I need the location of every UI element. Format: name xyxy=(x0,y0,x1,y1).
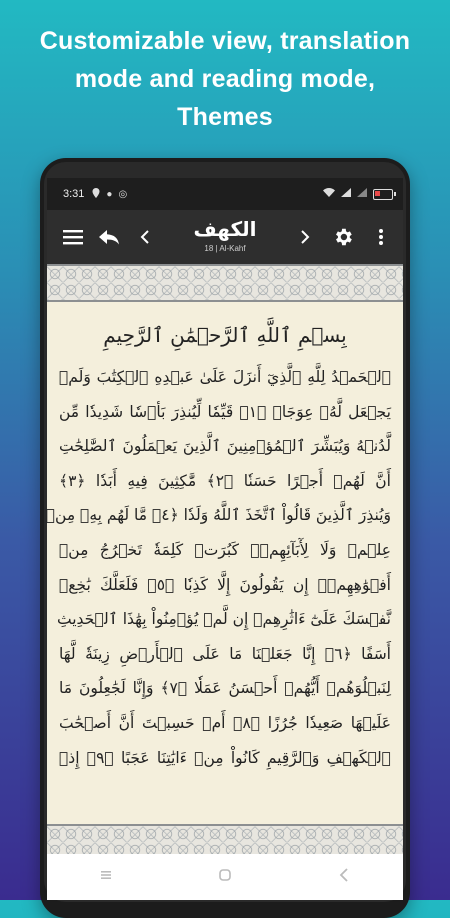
quran-page xyxy=(47,302,403,775)
next-surah-button[interactable] xyxy=(287,210,323,264)
verse-line[interactable]: نَّفۡسَكَ عَلَىٰٓ ءَاثَٰرِهِمۡ إِن لَّمۡ يُؤۡمِنُواْ بِهَٰذَا ٱلۡحَدِيثِ xyxy=(56,610,391,629)
verse-line[interactable]: لِنَبۡلُوَهُمۡ أَيُّهُمۡ أَحۡسَنُ عَمَلٗا ﴿٧﴾ وَإِنَّا لَجَٰعِلُونَ مَا xyxy=(59,679,391,698)
more-vertical-icon xyxy=(378,228,384,246)
location-icon xyxy=(92,188,100,201)
verse-line[interactable]: أَنَّ لَهُمۡ أَجۡرًا حَسَنٗا ﴿٢﴾ مَّٰكِثِينَ فِيهِ أَبَدٗا ﴿٣﴾ xyxy=(59,471,391,490)
verse-line[interactable]: لَّدُنۡهُ وَيُبَشِّرَ ٱلۡمُؤۡمِنِينَ ٱلَّذِينَ يَعۡمَلُونَ ٱلصَّٰلِحَٰتِ xyxy=(59,437,391,456)
status-bar xyxy=(47,178,403,210)
whatsapp-icon: ◎ xyxy=(118,188,128,200)
promo-line: mode and reading mode, xyxy=(74,65,376,93)
promo-line: Customizable view, translation xyxy=(39,27,411,55)
reader-toolbar xyxy=(47,210,403,264)
android-nav-bar xyxy=(47,854,403,900)
signal-icon xyxy=(357,188,367,200)
home-button[interactable] xyxy=(205,868,245,887)
promo-line: Themes xyxy=(177,103,273,131)
verse-line[interactable]: وَيُنذِرَ ٱلَّذِينَ قَالُواْ ٱتَّخَذَ ٱللَّهُ وَلَدٗا ﴿٤﴾ مَّا لَهُم بِهِۦ مِنۡ xyxy=(45,506,391,525)
verse-line[interactable]: عَلَيۡهَا صَعِيدٗا جُرُزًا ﴿٨﴾ أَمۡ حَسِبۡتَ أَنَّ أَصۡحَٰبَ xyxy=(59,713,391,732)
recents-icon xyxy=(100,869,112,881)
back-nav-button[interactable] xyxy=(324,868,364,887)
verse-line[interactable]: أَفۡوَٰهِهِمۡۚ إِن يَقُولُونَ إِلَّا كَذِبٗا ﴿٥﴾ فَلَعَلَّكَ بَٰخِعٞ xyxy=(59,575,391,594)
chevron-right-icon xyxy=(300,230,310,244)
verse-line[interactable]: عِلۡمٖ وَلَا لِأٓبَآئِهِمۡۚ كَبُرَتۡ كَلِمَةٗ تَخۡرُجُ مِنۡ xyxy=(59,540,391,559)
signal-icon xyxy=(341,188,351,200)
settings-button[interactable] xyxy=(325,210,361,264)
phone-screen xyxy=(47,178,403,900)
notification-icon: ● xyxy=(106,188,113,200)
verse-line[interactable]: ٱلۡحَمۡدُ لِلَّهِ ٱلَّذِيٓ أَنزَلَ عَلَىٰ عَبۡدِهِ ٱلۡكِتَٰبَ وَلَمۡ xyxy=(59,368,391,386)
promo-heading xyxy=(0,22,450,136)
page-border-top xyxy=(47,264,403,302)
basmala: بِسۡمِ ٱللَّهِ ٱلرَّحۡمَٰنِ ٱلرَّحِيمِ xyxy=(103,323,347,347)
verse-line[interactable]: يَجۡعَل لَّهُۥ عِوَجَاۜ ﴿١﴾ قَيِّمٗا لِّيُنذِرَ بَأۡسٗا شَدِيدٗا مِّن xyxy=(59,402,391,421)
recents-button[interactable] xyxy=(86,868,126,886)
wifi-icon xyxy=(323,188,335,200)
page-border-bottom xyxy=(47,824,403,858)
verse-line[interactable]: أَسَفًا ﴿٦﴾ إِنَّا جَعَلۡنَا مَا عَلَى ٱلۡأَرۡضِ زِينَةٗ لَّهَا xyxy=(59,644,391,663)
overflow-menu-button[interactable] xyxy=(363,210,399,264)
surah-name: الكهف xyxy=(193,217,257,241)
surah-subtitle: 18 | Al-Kahf xyxy=(204,244,246,253)
gear-icon xyxy=(332,226,354,248)
battery-fill xyxy=(375,191,380,196)
back-chevron-icon xyxy=(339,868,349,882)
battery-icon xyxy=(373,189,393,200)
home-icon xyxy=(218,868,232,882)
verse-line[interactable]: ٱلۡكَهۡفِ وَٱلرَّقِيمِ كَانُواْ مِنۡ ءَايَٰتِنَا عَجَبًا ﴿٩﴾ إِذۡ xyxy=(59,748,391,767)
status-time: 3:31 xyxy=(63,188,85,200)
